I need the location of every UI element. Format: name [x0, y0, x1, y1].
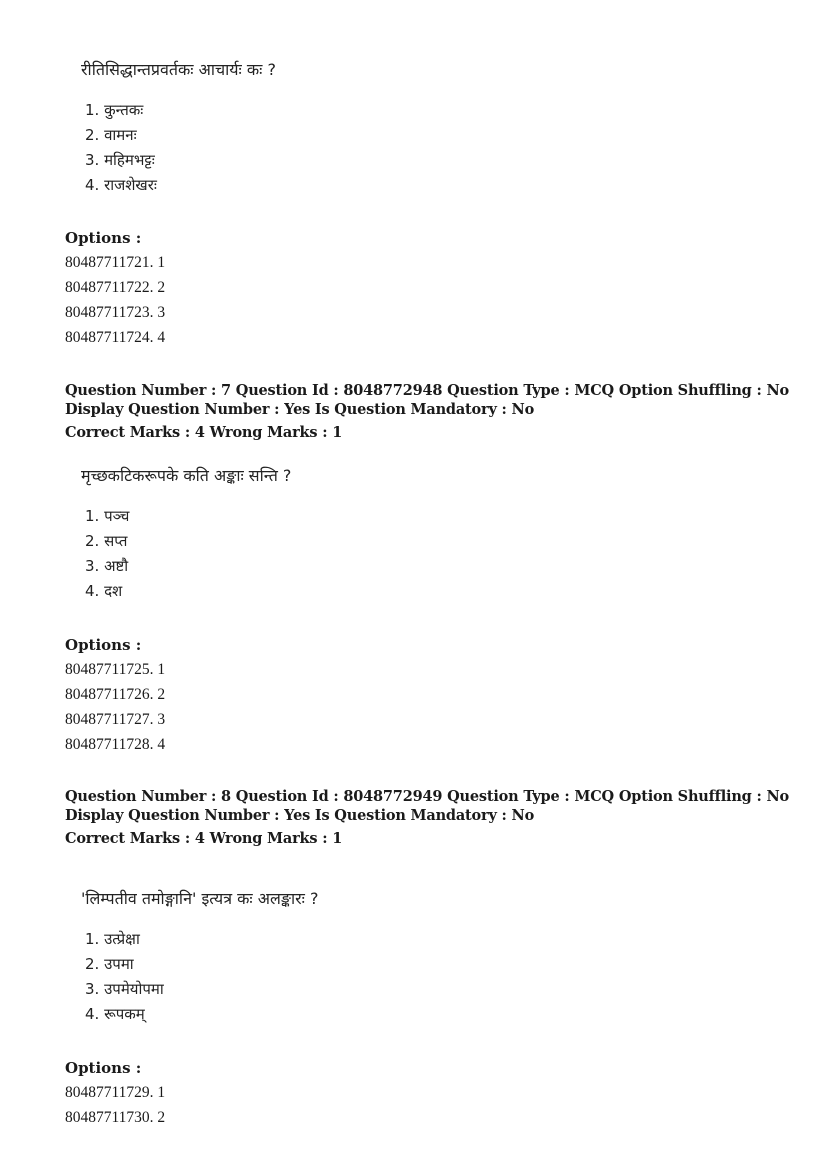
question-8-options [65, 1080, 165, 1130]
options-heading: Options : [65, 229, 142, 247]
option-id-item: 80487711728. 4 [65, 736, 166, 753]
choice-item: 1. कुन्तकः [85, 101, 144, 119]
option-id-item: 80487711721. 1 [65, 254, 166, 271]
option-id-item: 80487711724. 4 [65, 329, 166, 346]
question-meta-line: Question Number : 8 Question Id : 8048772949 Question Type : MCQ Option Shuffling : No [65, 788, 789, 805]
choice-item: 4. रूपकम् [85, 1005, 145, 1023]
choice-item: 2. वामनः [85, 126, 137, 144]
choice-item: 2. सप्त [85, 532, 128, 550]
option-id-item: 80487711729. 1 [65, 1084, 166, 1101]
question-6-text: रीतिसिद्धान्तप्रवर्तकः आचार्यः कः ? [81, 60, 276, 79]
question-meta-line: Display Question Number : Yes Is Question Mandatory : No [65, 807, 535, 824]
option-id-item: 80487711730. 2 [65, 1109, 166, 1126]
choice-item: 3. अष्टौ [85, 557, 129, 575]
choice-item: 4. दश [85, 582, 123, 600]
question-7-text: मृच्छकटिकरूपके कति अङ्काः सन्ति ? [81, 466, 292, 485]
option-id-item: 80487711726. 2 [65, 686, 166, 703]
question-6-choices [85, 98, 157, 198]
choice-item: 3. महिमभट्टः [85, 151, 155, 169]
question-meta-line: Question Number : 7 Question Id : 8048772948 Question Type : MCQ Option Shuffling : No [65, 382, 789, 399]
question-6-options [65, 250, 165, 350]
option-id-item: 80487711722. 2 [65, 279, 166, 296]
options-heading: Options : [65, 636, 142, 654]
option-id-item: 80487711725. 1 [65, 661, 166, 678]
choice-item: 1. उत्प्रेक्षा [85, 930, 140, 948]
marks-line: Correct Marks : 4 Wrong Marks : 1 [65, 830, 343, 847]
question-meta-line: Display Question Number : Yes Is Question Mandatory : No [65, 401, 535, 418]
question-8-text: 'लिम्पतीव तमोङ्गानि' इत्यत्र कः अलङ्कारः ? [81, 889, 319, 908]
choice-item: 4. राजशेखरः [85, 176, 157, 194]
choice-item: 1. पञ्च [85, 507, 130, 525]
question-8-choices [85, 927, 164, 1027]
question-7-options [65, 657, 165, 757]
choice-item: 2. उपमा [85, 955, 134, 973]
option-id-item: 80487711723. 3 [65, 304, 166, 321]
choice-item: 3. उपमेयोपमा [85, 980, 164, 998]
marks-line: Correct Marks : 4 Wrong Marks : 1 [65, 424, 343, 441]
option-id-item: 80487711727. 3 [65, 711, 166, 728]
options-heading: Options : [65, 1059, 142, 1077]
question-7-choices [85, 504, 129, 604]
question-7-metadata [65, 381, 789, 442]
question-8-metadata [65, 787, 789, 848]
